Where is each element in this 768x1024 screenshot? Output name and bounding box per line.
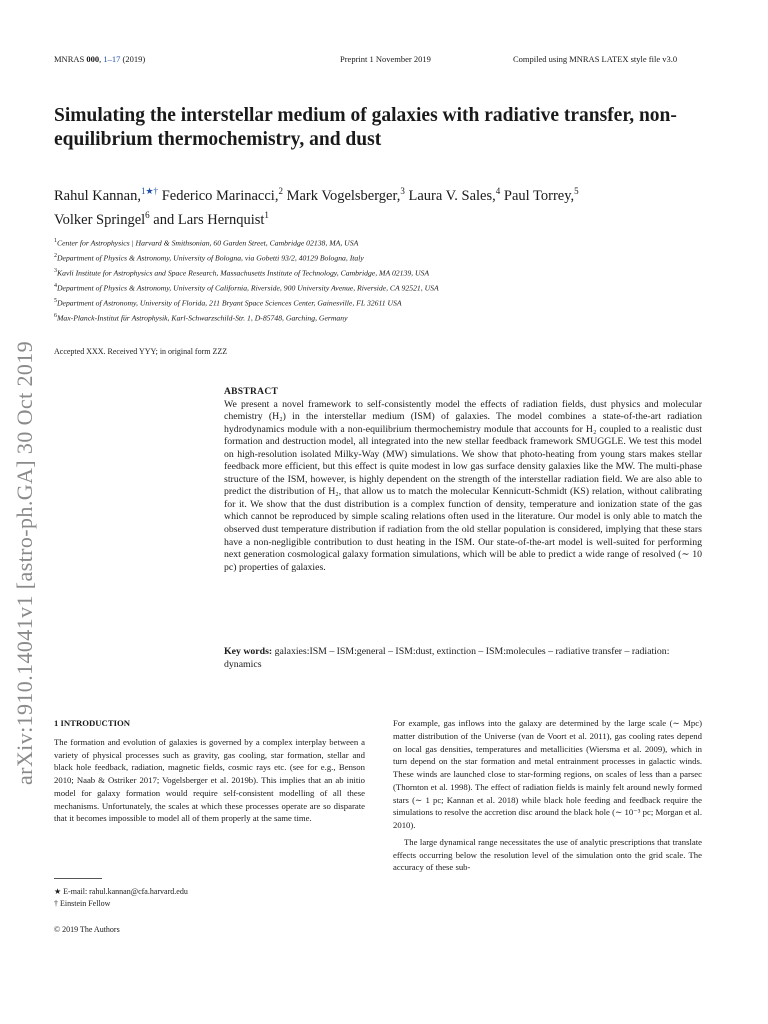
- affiliation: $^1$Center for Astrophysics | Harvard & Smithsonian, 60 Garden Street, Cambridge 02138, MA, USA: [54, 238, 359, 248]
- paper-title: Simulating the interstellar medium of galaxies with radiative transfer, non-equilibrium thermochemistry, and dust: [54, 105, 677, 150]
- affiliation: $^4$Department of Physics & Astronomy, University of California, Riverside, 900 University Avenue, Riverside, CA 92521, USA: [54, 282, 439, 293]
- author: and Lars Hernquist$^1$: [153, 209, 269, 228]
- affiliation: $^2$Department of Physics & Astronomy, University of Bologna, via Gobetti 93/2, 40129 Bologna, Italy: [54, 252, 364, 263]
- preprint-date: Preprint 1 November 2019: [340, 54, 431, 64]
- keywords: [224, 646, 702, 672]
- author: Paul Torrey,$^5$: [503, 186, 579, 204]
- pages-link[interactable]: 1–17: [103, 54, 121, 64]
- compiled-note: Compiled using MNRAS LATEX style file v3.0: [513, 54, 678, 64]
- intro-left-column: [54, 717, 365, 825]
- affiliation: $^3$Kavli Institute for Astrophysics and Space Research, Massachusetts Institute of Technology, Cambridge, MA 02139, USA: [54, 267, 430, 278]
- author: Volker Springel$^6$: [54, 209, 150, 228]
- accepted-line: Accepted XXX. Received YYY; in original form ZZZ: [54, 347, 228, 356]
- affiliation: $^6$Max-Planck-Institut für Astrophysik, Karl-Schwarzschild-Str. 1, D-85748, Garching, Germany: [54, 312, 348, 323]
- footnote-rule: [54, 878, 102, 879]
- abstract-text: We present a novel framework to self-consistently model the effects of radiation fields, dust physics and molecular chemistry (H₂) in the interstellar medium (ISM) of galaxies. The model combines a state-of-the-art radiation hydrodynamics module with a non-equilibrium thermochemistry module that accounts for H₂ coupled to a realistic dust formation and destruction model, all integrated into the new stellar feedback framework SMUGGLE. We test this model on high-resolution isolated Milky-Way (MW) simulations. We show that photo-heating from young stars makes stellar feedback more efficient, but this effect is quite modest in low gas surface density galaxies like the MW. The multi-phase structure of the ISM, however, is highly dependent on the strength of the interstellar radiation field. We are also able to predict the distribution of H₂, that allow us to match the molecular Kennicutt-Schmidt (KS) relation, without calibrating for it. We show that the dust distribution is a complex function of density, temperature and ionization state of the gas which cannot be reproduced by simple scaling relations often used in the literature. Our model is only able to match the observed dust temperature distribution if radiation from the old stellar population is considered, implying that these stars have a non-negligible contribution to dust heating in the ISM. Our state-of-the-art model is well-suited for performing next generation cosmological galaxy formation simulations, which will be able to predict a wide range of resolved (∼ 10 pc) properties of galaxies.: [224, 398, 702, 573]
- arxiv-identifier: arXiv:1910.14041v1 [astro-ph.GA] 30 Oct 2019: [12, 340, 37, 785]
- copyright: © 2019 The Authors: [54, 925, 120, 934]
- section-heading-introduction: 1 INTRODUCTION: [54, 718, 131, 728]
- author: Mark Vogelsberger,$^3$: [286, 186, 405, 204]
- footnote-fellow: † Einstein Fellow: [54, 898, 111, 908]
- running-header-journal: MNRAS 000, 1–17 (2019): [54, 54, 146, 64]
- affiliation: $^5$Department of Astronomy, University of Florida, 211 Bryant Space Sciences Center, Gainesville, FL 32611 USA: [54, 297, 402, 308]
- intro-right-column: [393, 717, 702, 874]
- keywords-text: galaxies:ISM – ISM:general – ISM:dust, extinction – ISM:molecules – radiative transfer – radiation: dynamics: [224, 646, 670, 670]
- footnotes: [54, 886, 188, 909]
- footnote-email: ★ E-mail: rahul.kannan@cfa.harvard.edu: [54, 887, 188, 896]
- author: Federico Marinacci,$^2$: [161, 186, 283, 204]
- abstract-heading: ABSTRACT: [224, 387, 279, 397]
- affiliations: [54, 235, 714, 325]
- intro-paragraph: For example, gas inflows into the galaxy are determined by the large scale (∼ Mpc) matter distribution of the Universe (van de Voort et al. 2011), gas cooling rates depend on local gas densities, temperatures and metallicities (Wiersma et al. 2009), which in turn depend on the star formation and metal entrainment processes in galactic winds. These winds are launched close to star-forming regions, on scales of less than a parsec (Thornton et al. 1998). The effect of radiation fields is mainly felt around newly formed stars (∼ 1 pc; Kannan et al. 2018) while black hole feeding and feedback require the simulations to resolve the accretion disc around the black hole (∼ 10⁻³ pc; Morgan et al. 2010).: [393, 718, 702, 830]
- intro-paragraph: The formation and evolution of galaxies is governed by a complex interplay between a variety of physical processes such as gravity, gas cooling, star formation, stellar and black hole feedback, radiation, magnetic fields, cosmic rays etc. (see for e.g., Benson 2010; Naab & Ostriker 2017; Vogelsberger et al. 2019b). This implies that an ab initio model for galaxy formation would require self-consistent modelling of all these mechanisms. Unfortunately, the scales at which these processes operate are so disparate that it becomes impossible to model all of them properly at the same time.: [54, 736, 365, 824]
- author: Rahul Kannan,$^{1★\dagger}$: [54, 186, 159, 204]
- keywords-label: Key words:: [224, 646, 273, 657]
- intro-paragraph: The large dynamical range necessitates the use of analytic prescriptions that translate effects occurring below the resolution level of the simulation onto the grid scale. The accuracy of these sub-: [393, 836, 702, 873]
- abstract: [224, 386, 702, 574]
- author-list: [54, 182, 744, 230]
- author: Laura V. Sales,$^4$: [408, 186, 501, 204]
